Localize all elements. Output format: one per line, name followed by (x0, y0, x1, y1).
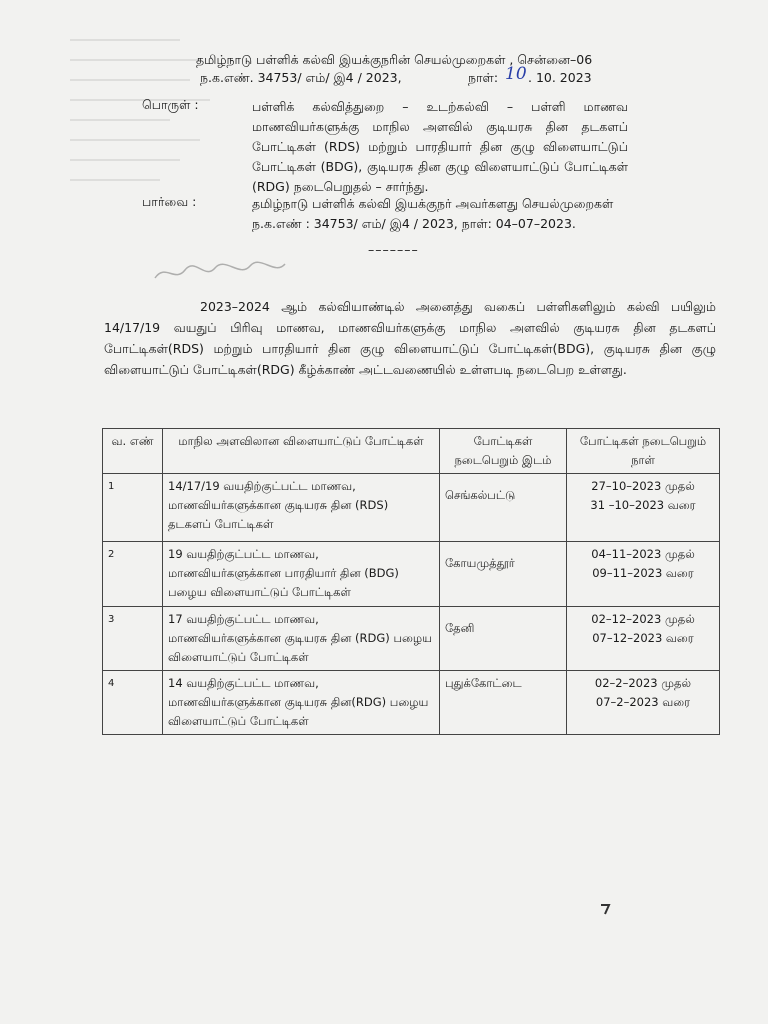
event-cell: 19 வயதிற்குட்பட்ட மாணவ, மாணவியர்களுக்கான பாரதியார் தின (BDG) பழைய விளையாட்டுப் போட்டிகள் (163, 542, 440, 607)
serial-cell: 2 (103, 542, 163, 607)
event-cell: 14 வயதிற்குட்பட்ட மாணவ, மாணவியர்களுக்கான குடியரசு தின(RDG) பழைய விளையாட்டுப் போட்டிகள் (163, 671, 440, 735)
reference-block (252, 194, 652, 234)
date-cell (567, 671, 720, 735)
date-to: 31 –10–2023 வரை (590, 498, 696, 512)
event-cell: 17 வயதிற்குட்பட்ட மாணவ, மாணவியர்களுக்கான குடியரசு தின (RDG) பழைய விளையாட்டுப் போட்டிகள் (163, 607, 440, 671)
reference-line-2: ந.க.எண் : 34753/ எம்/ இ4 / 2023, நாள்: 04–07–2023. (252, 216, 576, 231)
section-divider: ––––––– (368, 242, 419, 257)
date-to: 07–2–2023 வரை (595, 695, 691, 709)
date-from: 02–12–2023 முதல் (591, 612, 695, 626)
venue-cell: செங்கல்பட்டு (440, 474, 567, 542)
table-header-row (103, 429, 720, 474)
column-header-event: மாநில அளவிலான விளையாட்டுப் போட்டிகள் (163, 429, 440, 474)
date-cell (567, 474, 720, 542)
date-from: 04–11–2023 முதல் (591, 547, 695, 561)
date-month-year: . 10. 2023 (528, 70, 592, 85)
scan-mark (598, 902, 612, 916)
date-cell (567, 607, 720, 671)
column-header-venue: போட்டிகள் நடைபெறும் இடம் (440, 429, 567, 474)
faint-signature (150, 258, 290, 288)
event-cell: 14/17/19 வயதிற்குட்பட்ட மாணவ, மாணவியர்களுக்கான குடியரசு தின (RDS) தடகளப் போட்டிகள் (163, 474, 440, 542)
subject-label: பொருள் : (142, 97, 199, 112)
reference-number: ந.க.எண். 34753/ எம்/ இ4 / 2023, (200, 70, 402, 85)
serial-cell: 1 (103, 474, 163, 542)
serial-cell: 3 (103, 607, 163, 671)
body-paragraph (104, 296, 716, 380)
table-row (103, 542, 720, 607)
column-header-serial: வ. எண் (103, 429, 163, 474)
handwritten-date-day: 10 (505, 64, 527, 84)
date-label: நாள்: (468, 70, 499, 85)
venue-cell: புதுக்கோட்டை (440, 671, 567, 735)
table-row (103, 474, 720, 542)
reference-label: பார்வை : (142, 194, 197, 209)
table-row (103, 671, 720, 735)
document-heading: தமிழ்நாடு பள்ளிக் கல்வி இயக்குநரின் செயல்முறைகள் , சென்னை–06 (196, 52, 593, 67)
date-from: 27–10–2023 முதல் (591, 479, 695, 493)
column-header-date: போட்டிகள் நடைபெறும் நாள் (567, 429, 720, 474)
venue-cell: தேனி (440, 607, 567, 671)
venue-cell: கோயமுத்தூர் (440, 542, 567, 607)
competition-schedule-table (102, 428, 720, 735)
table-row (103, 607, 720, 671)
date-from: 02–2–2023 முதல் (594, 676, 692, 690)
body-paragraph-text: 2023–2024 ஆம் கல்வியாண்டில் அனைத்து வகைப் பள்ளிகளிலும் கல்வி பயிலும் 14/17/19 வயதுப் பிரிவு மாணவ, மாணவியர்களுக்கு மாநில அளவில் குடியரசு தின தடகளப் போட்டிகள்(RDS) மற்றும் பாரதியார் தின குழு விளையாட்டுப் போட்டிகள்(BDG), குடியரசு தின குழு விளையாட்டுப் போட்டிகள்(RDG) கீழ்க்காண் அட்டவணையில் உள்ளபடி நடைபெற உள்ளது. (104, 299, 716, 377)
date-cell (567, 542, 720, 607)
subject-text: பள்ளிக் கல்வித்துறை – உடற்கல்வி – பள்ளி மாணவ மாணவியர்களுக்கு மாநில அளவில் குடியரசு தின தடகளப் போட்டிகள் (RDS) மற்றும் பாரதியார் தின குழு விளையாட்டுப் போட்டிகள் (BDG), குடியரசு தின குழு விளையாட்டுப் போட்டிகள் (RDG) நடைபெறுதல் – சார்ந்து. (252, 99, 628, 194)
date-to: 07–12–2023 வரை (592, 631, 694, 645)
date-to: 09–11–2023 வரை (592, 566, 694, 580)
serial-cell: 4 (103, 671, 163, 735)
reference-line-1: தமிழ்நாடு பள்ளிக் கல்வி இயக்குநர் அவர்களது செயல்முறைகள் (252, 196, 614, 211)
